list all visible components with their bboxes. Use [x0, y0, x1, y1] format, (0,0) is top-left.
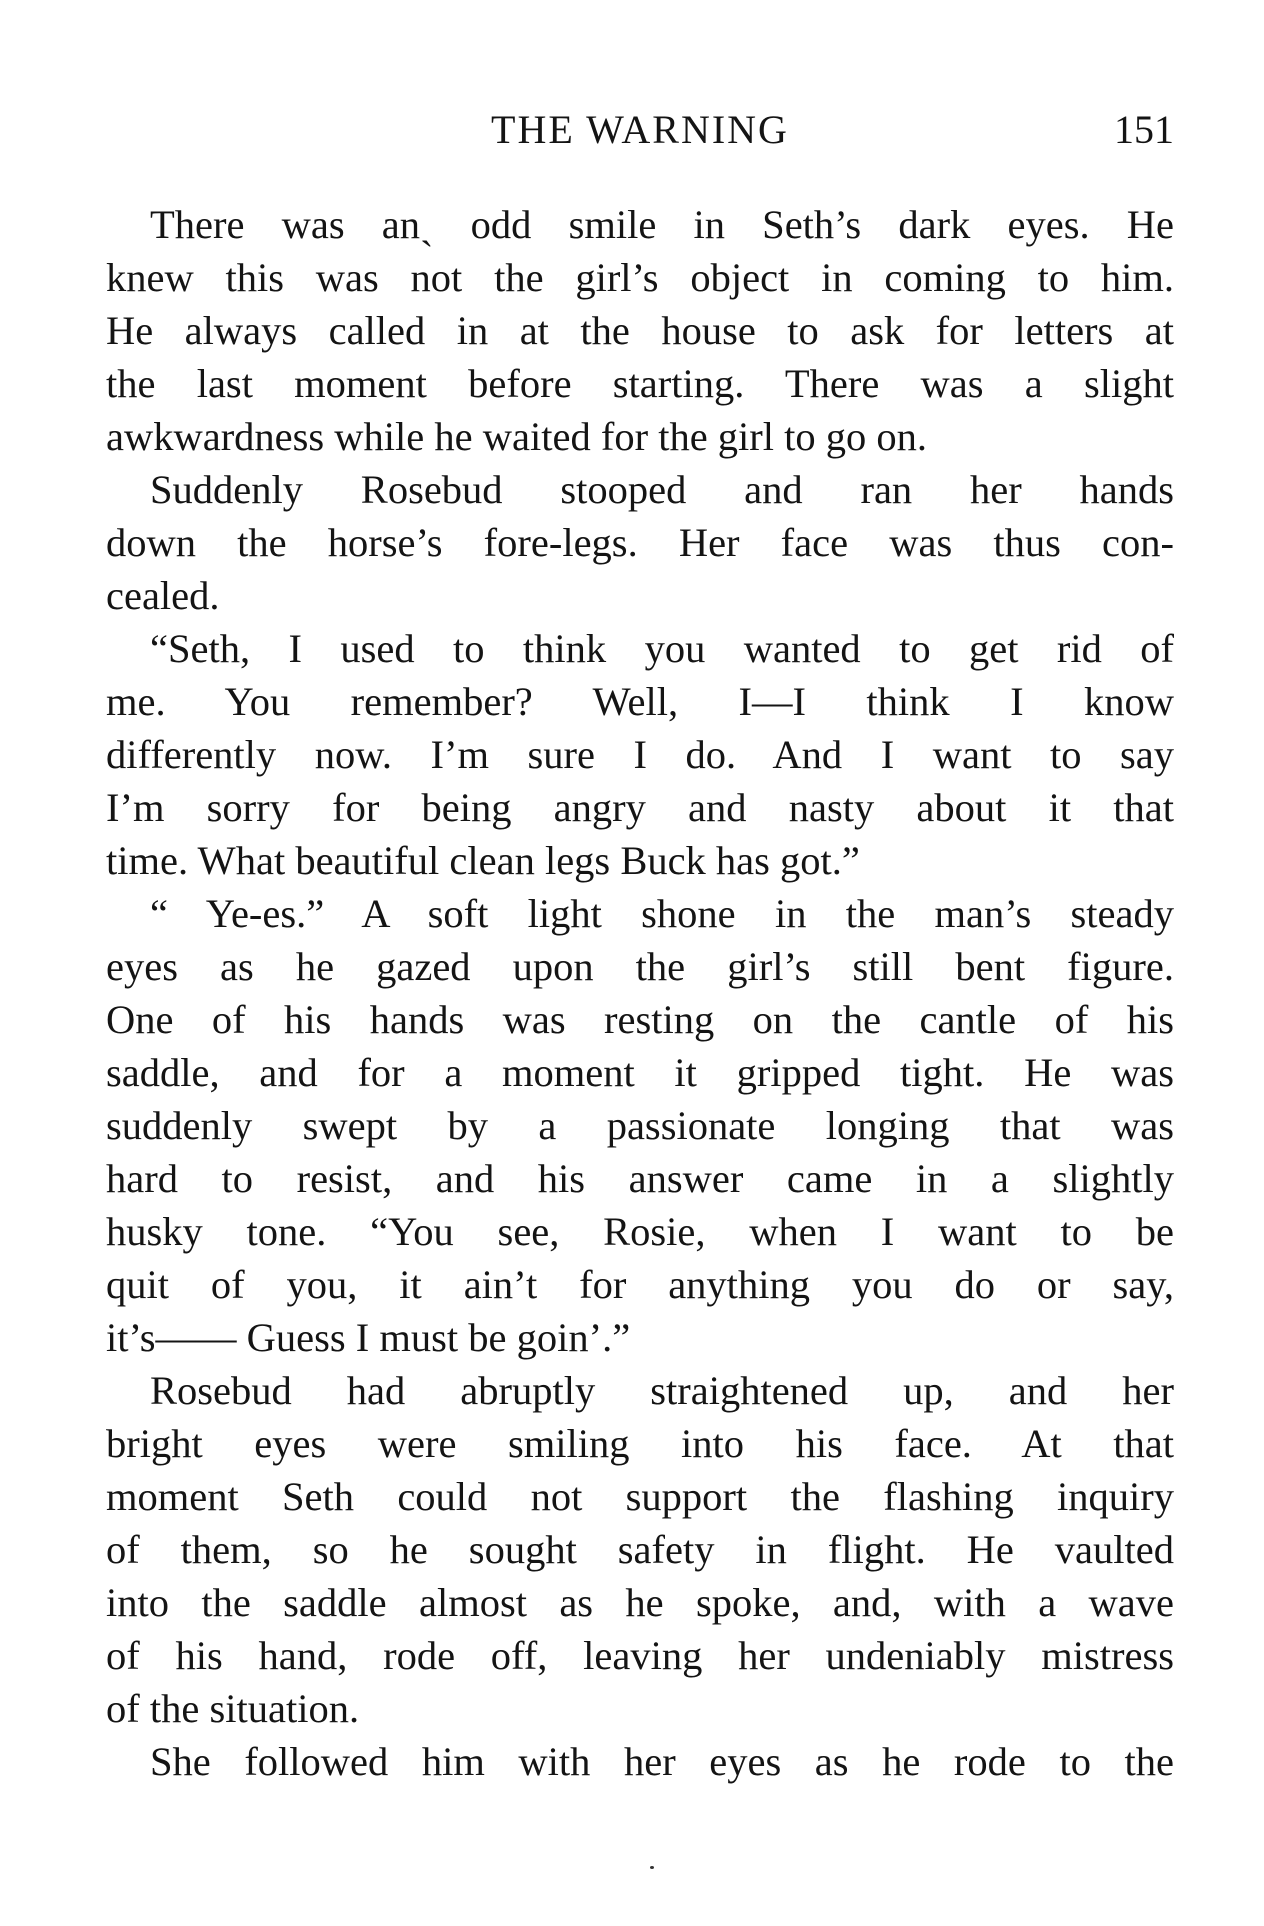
text-line: Suddenly Rosebud stooped and ran her hands	[150, 467, 1174, 512]
text-line: She followed him with her eyes as he rode to the	[150, 1739, 1174, 1784]
page-number: 151	[1114, 107, 1174, 152]
text-line: of the situation.	[106, 1686, 360, 1731]
text-line: of his hand, rode off, leaving her undeniably mistress	[106, 1633, 1174, 1678]
text-line: He always called in at the house to ask for letters at	[106, 308, 1174, 353]
text-line: me. You remember? Well, I—I think I know	[106, 679, 1174, 724]
print-speck	[650, 1866, 654, 1869]
text-line: “ Ye-es.” A soft light shone in the man’s steady	[150, 891, 1174, 936]
text-line: down the horse’s fore-legs. Her face was thus con-	[106, 520, 1174, 565]
text-line: husky tone. “You see, Rosie, when I want to be	[106, 1209, 1174, 1254]
text-line: I’m sorry for being angry and nasty about it that	[106, 785, 1174, 830]
text-line: the last moment before starting. There was a slight	[106, 361, 1174, 406]
text-line: differently now. I’m sure I do. And I want to say	[106, 732, 1174, 777]
text-line: moment Seth could not support the flashing inquiry	[106, 1474, 1174, 1519]
text-line: One of his hands was resting on the cantle of his	[106, 997, 1174, 1042]
text-line: it’s—— Guess I must be goin’.”	[106, 1315, 631, 1360]
text-line: cealed.	[106, 573, 220, 618]
text-line: “Seth, I used to think you wanted to get rid of	[150, 626, 1174, 671]
text-line: time. What beautiful clean legs Buck has got.”	[106, 838, 860, 883]
text-line: hard to resist, and his answer came in a slightly	[106, 1156, 1174, 1201]
text-line: awkwardness while he waited for the girl to go on.	[106, 414, 928, 459]
text-line: There was anˎ odd smile in Seth’s dark eyes. He	[150, 202, 1174, 247]
text-line: suddenly swept by a passionate longing that was	[106, 1103, 1174, 1148]
text-line: Rosebud had abruptly straightened up, and her	[150, 1368, 1174, 1413]
text-line: into the saddle almost as he spoke, and, with a wave	[106, 1580, 1174, 1625]
text-line: knew this was not the girl’s object in coming to him.	[106, 255, 1174, 300]
text-line: bright eyes were smiling into his face. At that	[106, 1421, 1174, 1466]
text-line: quit of you, it ain’t for anything you do or say,	[106, 1262, 1174, 1307]
body-text	[106, 198, 1174, 1788]
text-line: eyes as he gazed upon the girl’s still bent figure.	[106, 944, 1174, 989]
chapter-title: THE WARNING	[491, 107, 789, 152]
text-line: of them, so he sought safety in flight. He vaulted	[106, 1527, 1174, 1572]
text-line: saddle, and for a moment it gripped tight. He was	[106, 1050, 1174, 1095]
running-head	[106, 100, 1174, 160]
